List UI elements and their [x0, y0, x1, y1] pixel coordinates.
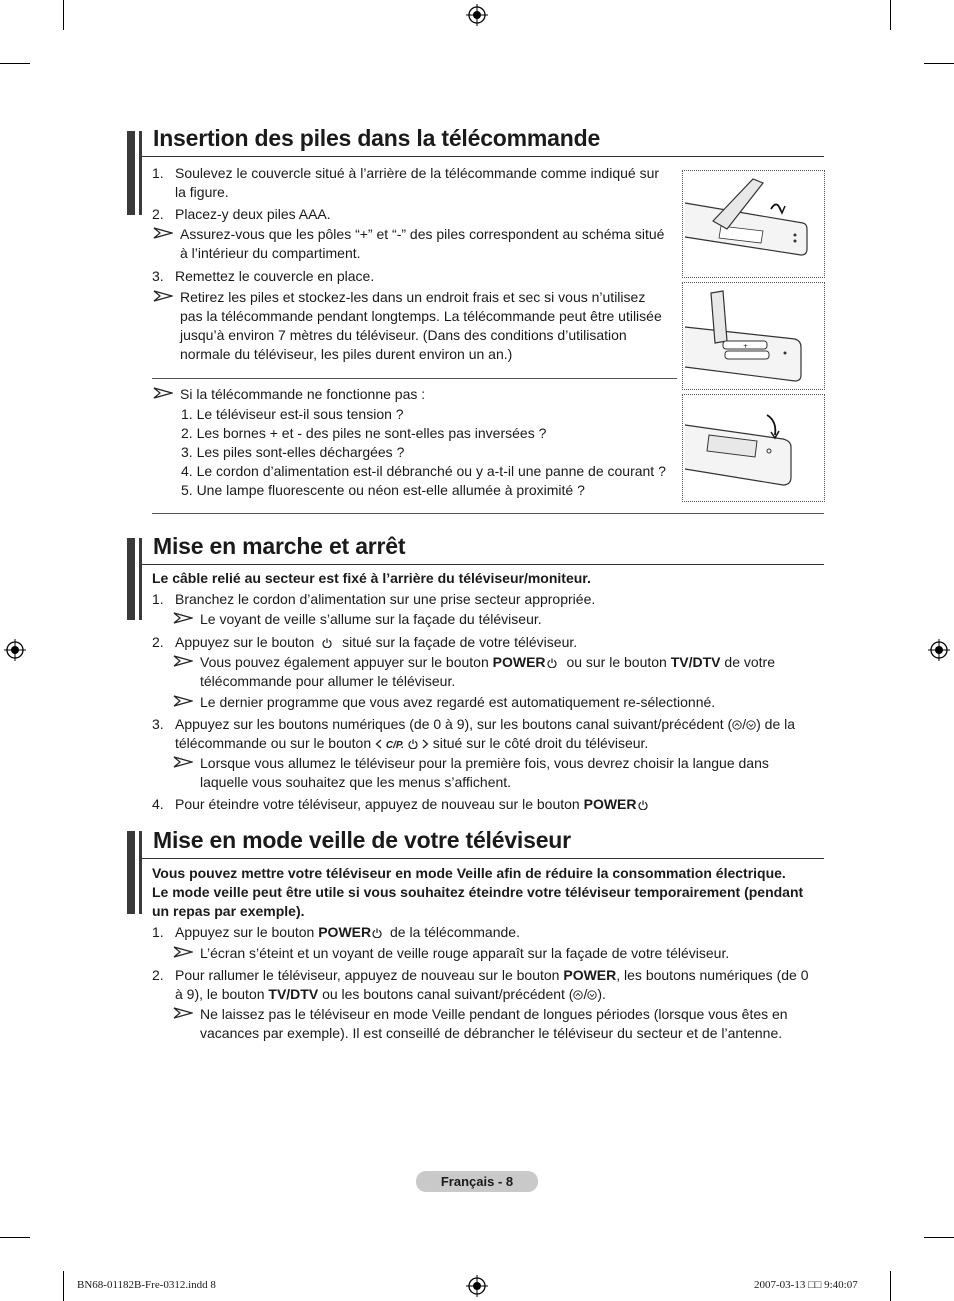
page-number-badge: Français - 8	[416, 1171, 538, 1192]
file-name: BN68-01182B-Fre-0312.indd 8	[77, 1279, 216, 1291]
crop-mark	[63, 0, 64, 30]
note-text: pas la télécommande pendant longtemps. La télécommande peut être utilisée	[180, 308, 662, 324]
note-arrow-icon	[173, 946, 193, 958]
crop-mark	[63, 1271, 64, 1301]
section-bar	[139, 131, 142, 215]
step-number: 1.	[152, 591, 164, 607]
svg-text:+: +	[743, 343, 749, 350]
crop-mark	[0, 63, 30, 64]
section-rule	[142, 858, 824, 859]
section-title-power: Mise en marche et arrêt	[153, 533, 406, 559]
note-arrow-icon	[173, 612, 193, 624]
step-text: Appuyez sur le bouton situé sur la façade de votre téléviseur.	[175, 634, 578, 650]
power-icon	[408, 739, 418, 749]
trouble-intro: Si la télécommande ne fonctionne pas :	[180, 386, 426, 402]
registration-mark-icon	[4, 639, 26, 661]
note-text: Assurez-vous que les pôles “+” et “-” des piles correspondent au schéma situé	[180, 226, 665, 242]
step-text: Remettez le couvercle en place.	[175, 268, 375, 284]
power-icon	[322, 638, 332, 648]
remote-illustration-batteries	[682, 282, 825, 390]
note-arrow-icon	[153, 227, 173, 239]
note-arrow-icon	[173, 1007, 193, 1019]
chevron-right-icon	[422, 739, 429, 749]
note-text: Le dernier programme que vous avez regardé est automatiquement re-sélectionné.	[200, 694, 716, 710]
step-text: la figure.	[175, 184, 229, 200]
trouble-check: 4. Le cordon d’alimentation est-il débranché ou y a-t-il une panne de courant ?	[181, 463, 666, 479]
note-arrow-icon	[173, 695, 193, 707]
note-text: normale du téléviseur, les piles durent environ un an.)	[180, 346, 513, 362]
section-bar	[139, 538, 142, 620]
note-text: vacances par exemple). Il est conseillé de débrancher le téléviseur du secteur et de l’antenne.	[200, 1025, 783, 1041]
crop-mark	[0, 1237, 30, 1238]
section-bar	[127, 131, 135, 215]
section-title-batteries: Insertion des piles dans la télécommande	[153, 125, 601, 151]
note-text: à l’intérieur du compartiment.	[180, 245, 361, 261]
registration-mark-icon	[466, 1275, 488, 1297]
note-text: Retirez les piles et stockez-les dans un endroit frais et sec si vous n’utilisez	[180, 289, 646, 305]
remote-illustration-close-cover	[682, 394, 825, 502]
note-text: L’écran s’éteint et un voyant de veille rouge apparaît sur la façade de votre téléviseur.	[200, 945, 730, 961]
trouble-check: 2. Les bornes + et - des piles ne sont-elles pas inversées ?	[181, 425, 547, 441]
step-number: 4.	[152, 796, 164, 812]
power-icon	[638, 800, 648, 810]
channel-down-icon	[587, 990, 597, 1000]
section-rule	[142, 564, 824, 565]
intro-bold: un repas par exemple).	[152, 903, 305, 919]
print-timestamp: 2007-03-13 □□ 9:40:07	[754, 1279, 858, 1291]
divider	[152, 513, 824, 514]
trouble-check: 1. Le téléviseur est-il sous tension ?	[181, 406, 404, 422]
intro-bold: Le câble relié au secteur est fixé à l’arrière du téléviseur/moniteur.	[152, 570, 591, 586]
note-arrow-icon	[153, 290, 173, 302]
step-text: Soulevez le couvercle situé à l’arrière de la télécommande comme indiqué sur	[175, 165, 660, 181]
channel-up-icon	[732, 720, 742, 730]
channel-down-icon	[746, 720, 756, 730]
registration-mark-icon	[928, 639, 950, 661]
note-arrow-icon	[173, 655, 193, 667]
crop-mark	[890, 0, 891, 30]
note-text: Vous pouvez également appuyer sur le bouton POWER ou sur le bouton TV/DTV de votre	[200, 654, 775, 670]
note-text: Lorsque vous allumez le téléviseur pour la première fois, vous devrez choisir la langue dans	[200, 755, 769, 771]
note-text: télécommande pour allumer le téléviseur.	[200, 673, 456, 689]
section-title-standby: Mise en mode veille de votre téléviseur	[153, 827, 571, 853]
crop-mark	[924, 1237, 954, 1238]
step-text: à 9), le bouton TV/DTV ou les boutons canal suivant/précédent ( / ).	[175, 986, 606, 1002]
note-text: Ne laissez pas le téléviseur en mode Veille pendant de longues périodes (lorsque vous êtes en	[200, 1006, 788, 1022]
step-text: Pour éteindre votre téléviseur, appuyez de nouveau sur le bouton POWER	[175, 795, 648, 814]
section-bar	[127, 831, 135, 914]
section-rule	[142, 156, 824, 157]
step-number: 1.	[152, 165, 164, 181]
step-text: Pour rallumer le téléviseur, appuyez de nouveau sur le bouton POWER, les boutons numériques (de 0	[175, 967, 809, 983]
note-arrow-icon	[173, 756, 193, 768]
trouble-check: 3. Les piles sont-elles déchargées ?	[181, 444, 405, 460]
note-text: Le voyant de veille s’allume sur la façade du téléviseur.	[200, 611, 542, 627]
crop-mark	[924, 63, 954, 64]
chevron-left-icon	[375, 739, 382, 749]
remote-illustration-open-cover	[682, 170, 825, 278]
note-arrow-icon	[153, 387, 173, 399]
step-number: 2.	[152, 634, 164, 650]
registration-mark-icon	[466, 4, 488, 26]
step-number: 2.	[152, 967, 164, 983]
section-bar	[139, 831, 142, 914]
step-number: 1.	[152, 924, 164, 940]
divider	[152, 378, 677, 379]
power-icon	[372, 928, 382, 938]
step-text: Branchez le cordon d’alimentation sur une prise secteur appropriée.	[175, 591, 596, 607]
trouble-check: 5. Une lampe fluorescente ou néon est-elle allumée à proximité ?	[181, 482, 585, 498]
step-number: 2.	[152, 206, 164, 222]
step-number: 3.	[152, 716, 164, 732]
step-text: Appuyez sur les boutons numériques (de 0 à 9), sur les boutons canal suivant/précédent ( / ) de la	[175, 716, 796, 732]
channel-up-icon	[573, 990, 583, 1000]
section-bar	[127, 538, 135, 620]
intro-bold: Le mode veille peut être utile si vous souhaitez éteindre votre téléviseur temporairement (pendant	[152, 884, 804, 900]
note-text: laquelle vous souhaitez que les menus s’affichent.	[200, 774, 512, 790]
step-text: Appuyez sur le bouton POWER de la télécommande.	[175, 924, 520, 940]
note-text: jusqu’à environ 7 mètres du téléviseur. (Dans des conditions d’utilisation	[180, 327, 627, 343]
power-icon	[547, 658, 557, 668]
step-number: 3.	[152, 268, 164, 284]
step-text: télécommande ou sur le bouton C/P. situé sur le côté droit du téléviseur.	[175, 735, 649, 751]
crop-mark	[890, 1271, 891, 1301]
step-text: Placez-y deux piles AAA.	[175, 206, 331, 222]
intro-bold: Vous pouvez mettre votre téléviseur en mode Veille afin de réduire la consommation électrique.	[152, 865, 786, 881]
